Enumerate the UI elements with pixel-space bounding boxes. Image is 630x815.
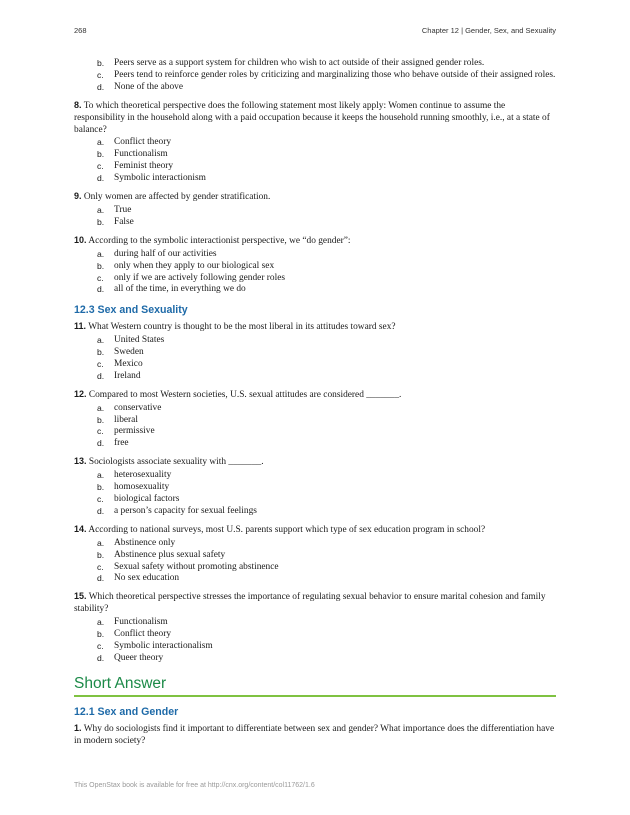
q9-options [74, 205, 556, 229]
option: a. conservative [97, 402, 162, 413]
question-number: 11. [74, 321, 87, 332]
option: d. None of the above [97, 81, 183, 92]
q15-options [74, 617, 556, 665]
option: b. Sweden [97, 347, 144, 358]
question-10 [74, 235, 556, 248]
short-answer-heading: Short Answer [74, 675, 556, 697]
question-number: 14. [74, 523, 87, 534]
option: a. Functionalism [97, 617, 168, 628]
option: a. heterosexuality [97, 470, 172, 481]
question-text: What Western country is thought to be the most liberal in its attitudes toward sex? [88, 322, 396, 333]
question-8 [74, 100, 556, 137]
option: c. Feminist theory [97, 161, 174, 172]
q11-options [74, 335, 556, 383]
question-text: Only women are affected by gender stratification. [83, 192, 271, 203]
question-12 [74, 389, 556, 402]
option: d. Ireland [97, 370, 141, 381]
option: b. only when they apply to our biological sex [97, 260, 275, 271]
option: d. all of the time, in everything we do [97, 284, 246, 295]
question-text: Why do sociologists find it important to differentiate between sex and gender? What importance does the differentiation have in modern society? [74, 723, 555, 746]
option: b. homosexuality [97, 482, 170, 493]
question-number: 8. [74, 99, 82, 110]
option: b. liberal [97, 414, 138, 425]
question-9 [74, 191, 556, 204]
option: c. Mexico [97, 358, 143, 369]
option: d. a person’s capacity for sexual feelings [97, 505, 257, 516]
option: c. Symbolic interactionalism [97, 640, 213, 651]
question-text: According to the symbolic interactionist perspective, we “do gender”: [88, 235, 351, 246]
option: a. True [97, 204, 132, 215]
q14-options [74, 538, 556, 586]
option: d. free [97, 438, 129, 449]
option: b. False [97, 216, 134, 227]
question-text: To which theoretical perspective does the following statement most likely apply: Women continue to assume the responsibility in the household along with a paid occupation because it keeps the household running smoothly, i.e., at a state of balance? [74, 100, 550, 135]
q12-options [74, 403, 556, 451]
option: c. biological factors [97, 494, 180, 504]
question-number: 13. [74, 456, 87, 467]
question-number: 9. [74, 191, 82, 202]
section-heading-12-1: 12.1 Sex and Gender [74, 705, 179, 718]
question-number: 15. [74, 591, 87, 602]
q8-options [74, 137, 556, 185]
question-11 [74, 321, 556, 334]
question-text: According to national surveys, most U.S. parents support which type of sex education program in school? [88, 524, 486, 535]
option: a. Abstinence only [97, 537, 176, 548]
option: c. only if we are actively following gender roles [97, 272, 286, 283]
option: a. Conflict theory [97, 137, 172, 148]
section-heading-12-3: 12.3 Sex and Sexuality [74, 304, 188, 317]
q7-options [74, 58, 556, 94]
option: d. No sex education [97, 573, 180, 584]
page-footer: This OpenStax book is available for free at http://cnx.org/content/col11762/1.6 [74, 782, 315, 789]
q10-options [74, 249, 556, 297]
question-number: 1. [74, 722, 82, 733]
option: a. United States [97, 335, 165, 346]
question-14 [74, 524, 556, 537]
question-13 [74, 456, 556, 469]
question-number: 12. [74, 388, 87, 399]
page-header [74, 26, 556, 38]
option: d. Queer theory [97, 652, 164, 663]
option: c. Sexual safety without promoting abstinence [97, 561, 279, 572]
question-number: 10. [74, 234, 87, 245]
question-text: Sociologists associate sexuality with _______. [88, 457, 264, 468]
option: c. permissive [97, 426, 155, 437]
question-15 [74, 591, 556, 616]
question-text: Compared to most Western societies, U.S. sexual attitudes are considered _______. [88, 389, 402, 400]
chapter-title: Chapter 12 | Gender, Sex, and Sexuality [421, 26, 556, 35]
option: d. Symbolic interactionism [97, 173, 206, 184]
option: b. Peers serve as a support system for children who wish to act outside of their assigned gender roles. [97, 58, 485, 68]
option: b. Abstinence plus sexual safety [97, 549, 226, 560]
short-answer-question-1 [74, 723, 556, 748]
option: b. Functionalism [97, 149, 168, 160]
option: b. Conflict theory [97, 629, 172, 640]
page-number: 268 [74, 26, 87, 35]
option: a. during half of our activities [97, 248, 217, 259]
option: c. Peers tend to reinforce gender roles by criticizing and marginalizing those who behave outside of their assigned roles. [97, 69, 556, 80]
question-text: Which theoretical perspective stresses the importance of regulating sexual behavior to ensure marital cohesion and family stability? [74, 592, 546, 615]
q13-options [74, 470, 556, 518]
page-content [74, 58, 556, 749]
